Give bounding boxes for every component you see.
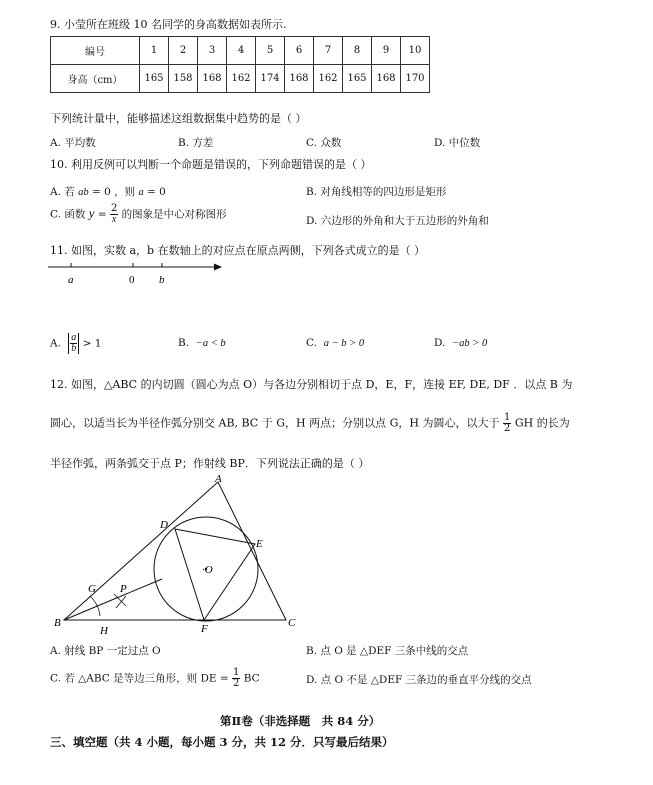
q11-option-d xyxy=(434,337,487,349)
absolute-value xyxy=(68,333,79,354)
q11-option-b xyxy=(178,337,226,349)
table-cell: 170 xyxy=(401,65,430,93)
triangle-figure xyxy=(52,472,302,637)
math-text: −a < b xyxy=(195,338,226,349)
table-cell: 162 xyxy=(314,65,343,93)
table-cell: 174 xyxy=(256,65,285,93)
arc-mark xyxy=(114,594,126,606)
option-text: BC xyxy=(240,672,260,685)
q10-option-a xyxy=(50,184,166,199)
q11-option-a xyxy=(50,333,101,354)
option-text: = xyxy=(94,208,110,221)
table-cell: 1 xyxy=(140,37,169,65)
q10-option-c xyxy=(50,204,227,225)
axis-label-a: a xyxy=(68,274,74,286)
table-cell: 3 xyxy=(198,37,227,65)
triangle-def xyxy=(175,529,255,620)
table-cell: 4 xyxy=(227,37,256,65)
q9-option-a: A. 平均数 xyxy=(50,137,96,149)
table-cell: 2 xyxy=(169,37,198,65)
q10-option-b: B. 对角线相等的四边形是矩形 xyxy=(306,186,447,198)
table-cell: 168 xyxy=(285,65,314,93)
option-text: = 0 xyxy=(143,186,166,198)
denominator: 2 xyxy=(233,678,240,689)
q12-option-d: D. 点 O 不是 △DEF 三条边的垂直平分线的交点 xyxy=(306,674,532,686)
label-b: B xyxy=(54,617,61,629)
math-text: −ab > 0 xyxy=(452,338,488,349)
label-a: A xyxy=(215,473,222,485)
q12-line1: 12. 如图，△ABC 的内切圆（圆心为点 O）与各边分别相切于点 D，E，F，连接 EF, DE, DF ．以点 B 为 xyxy=(50,378,573,391)
table-row xyxy=(51,65,430,93)
q9-stem: 9. 小莹所在班级 10 名同学的身高数据如表所示. xyxy=(50,18,287,31)
fraction xyxy=(70,333,77,354)
label-e: E xyxy=(256,538,263,550)
denominator: x xyxy=(111,214,117,225)
axis-label-zero: 0 xyxy=(129,274,135,286)
option-text: C. xyxy=(306,337,317,349)
q12-line3: 半径作弧，两条弧交于点 P；作射线 BP．下列说法正确的是（ ） xyxy=(50,457,370,470)
numerator: a xyxy=(71,332,77,343)
option-text: A. xyxy=(50,337,61,350)
math-text: ab xyxy=(78,187,89,198)
option-text: A. 若 xyxy=(50,186,79,198)
table-cell: 10 xyxy=(401,37,430,65)
label-o: ·O xyxy=(202,564,213,576)
table-row xyxy=(51,37,430,65)
label-f: F xyxy=(201,623,208,635)
section-heading: 三、填空题（共 4 小题，每小题 3 分，共 12 分．只写最后结果） xyxy=(50,735,394,749)
option-text: 的图象是中心对称图形 xyxy=(118,208,227,221)
q11-option-c xyxy=(306,337,364,349)
q12-option-a: A. 射线 BP 一定过点 O xyxy=(50,645,161,657)
q10-option-d: D. 六边形的外角和大于五边形的外角和 xyxy=(306,215,489,227)
label-c: C xyxy=(288,617,296,629)
q11-stem: 11. 如图，实数 a，b 在数轴上的对应点在原点两侧，下列各式成立的是（ ） xyxy=(50,244,426,257)
option-text: = 0 ，则 xyxy=(88,186,139,198)
ray-bp xyxy=(64,579,162,620)
part2-title: 第Ⅱ卷（非选择题 共 84 分） xyxy=(220,714,381,728)
numerator: 1 xyxy=(233,667,240,678)
table-row-label: 身高（cm） xyxy=(51,65,140,93)
option-text: C. 若 △ABC 是等边三角形，则 DE = xyxy=(50,672,233,685)
table-cell: 8 xyxy=(343,37,372,65)
q9-option-d: D. 中位数 xyxy=(434,137,481,149)
label-p: P xyxy=(120,583,127,595)
triangle-abc xyxy=(64,482,286,620)
math-text: y xyxy=(88,205,95,221)
math-text: a xyxy=(138,187,144,198)
table-cell: 165 xyxy=(140,65,169,93)
denominator: b xyxy=(71,343,77,354)
arrow-icon xyxy=(214,264,222,271)
height-table xyxy=(50,36,430,93)
table-cell: 158 xyxy=(169,65,198,93)
axis-label-b: b xyxy=(159,274,165,286)
label-g: G xyxy=(88,583,96,595)
table-cell: 5 xyxy=(256,37,285,65)
table-cell: 168 xyxy=(198,65,227,93)
label-h: H xyxy=(100,625,108,637)
option-text: C. 函数 xyxy=(50,208,89,221)
q9-option-b: B. 方差 xyxy=(178,137,214,149)
numerator: 1 xyxy=(503,412,511,423)
denominator: 2 xyxy=(503,423,511,434)
q12-option-b: B. 点 O 是 △DEF 三条中线的交点 xyxy=(306,645,469,657)
q9-option-c: C. 众数 xyxy=(306,137,342,149)
option-text: D. xyxy=(434,337,446,349)
number-line xyxy=(46,258,226,288)
option-text: > 1 xyxy=(79,337,102,350)
table-cell: 6 xyxy=(285,37,314,65)
math-text: a − b > 0 xyxy=(323,338,365,349)
table-cell: 7 xyxy=(314,37,343,65)
label-d: D xyxy=(160,519,168,531)
table-header-label: 编号 xyxy=(51,37,140,65)
table-cell: 168 xyxy=(372,65,401,93)
option-text: B. xyxy=(178,337,190,349)
q12-line2 xyxy=(50,413,570,434)
question-text: 圆心，以适当长为半径作弧分别交 AB, BC 于 G，H 两点；分别以点 G，H 为圆心，以大于 xyxy=(50,416,503,430)
table-cell: 165 xyxy=(343,65,372,93)
question-text: GH 的长为 xyxy=(511,416,570,430)
numerator: 2 xyxy=(110,203,118,214)
q10-stem: 10. 利用反例可以判断一个命题是错误的，下列命题错误的是（ ） xyxy=(50,158,372,171)
table-cell: 9 xyxy=(372,37,401,65)
q12-option-c xyxy=(50,668,260,689)
table-cell: 162 xyxy=(227,65,256,93)
q9-question: 下列统计量中，能够描述这组数据集中趋势的是（ ） xyxy=(50,112,307,125)
